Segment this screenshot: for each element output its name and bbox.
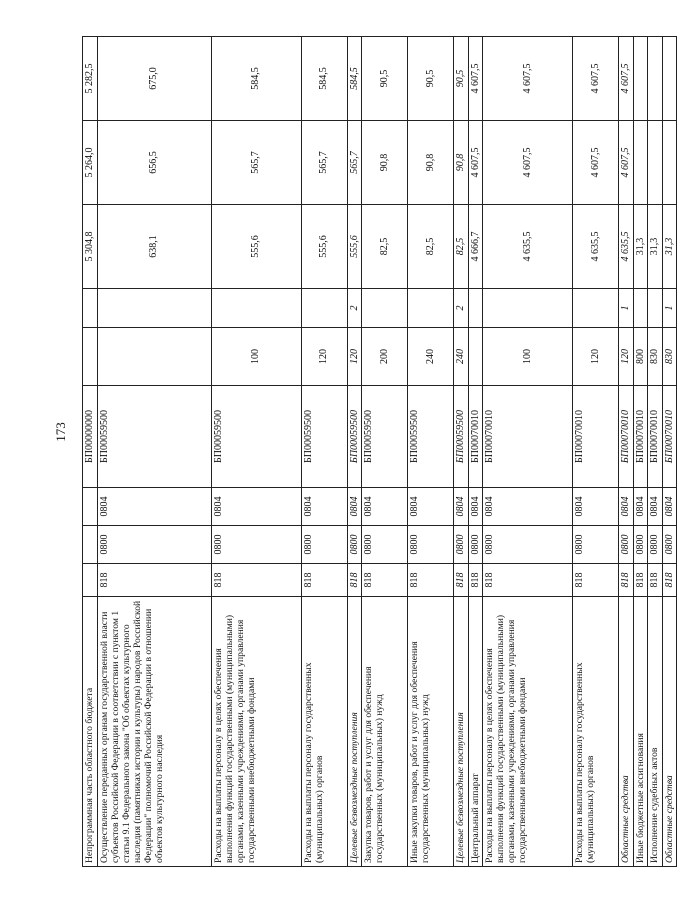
cell-funding-code: 1 bbox=[662, 289, 677, 328]
row-name: Центральный аппарат bbox=[468, 597, 483, 867]
cell-expense-type bbox=[97, 328, 211, 386]
cell-subsection: 0804 bbox=[454, 488, 469, 526]
cell-subsection: 0804 bbox=[483, 488, 573, 526]
cell-target-article: БП00059500 bbox=[97, 386, 211, 488]
cell-amount-year2: 4 607,5 bbox=[619, 121, 634, 205]
cell-amount-year3: 90,5 bbox=[454, 37, 469, 121]
cell-expense-type: 100 bbox=[211, 328, 301, 386]
table-row bbox=[362, 37, 408, 867]
table-row bbox=[454, 37, 469, 867]
row-name: Непрограммная часть областного бюджета bbox=[83, 597, 98, 867]
cell-target-article: БП00000000 bbox=[83, 386, 98, 488]
cell-amount-year3: 675,0 bbox=[97, 37, 211, 121]
row-name: Расходы на выплаты персоналу государственных (муниципальных) органов bbox=[573, 597, 619, 867]
cell-expense-type: 120 bbox=[619, 328, 634, 386]
cell-section: 0800 bbox=[211, 526, 301, 564]
table-row bbox=[483, 37, 573, 867]
cell-amount-year3 bbox=[662, 37, 677, 121]
cell-subsection: 0804 bbox=[619, 488, 634, 526]
table-body bbox=[83, 37, 677, 867]
cell-amount-year3: 584,5 bbox=[347, 37, 362, 121]
cell-amount-year1: 4 635,5 bbox=[619, 205, 634, 289]
table-row bbox=[633, 37, 648, 867]
cell-expense-type: 200 bbox=[362, 328, 408, 386]
cell-subsection bbox=[83, 488, 98, 526]
cell-grbs bbox=[83, 564, 98, 597]
cell-amount-year2 bbox=[662, 121, 677, 205]
table-row bbox=[648, 37, 663, 867]
cell-grbs: 818 bbox=[97, 564, 211, 597]
cell-amount-year1: 31,3 bbox=[662, 205, 677, 289]
table-row bbox=[83, 37, 98, 867]
cell-section: 0800 bbox=[573, 526, 619, 564]
cell-funding-code bbox=[483, 289, 573, 328]
cell-amount-year3: 4 607,5 bbox=[483, 37, 573, 121]
cell-section: 0800 bbox=[483, 526, 573, 564]
cell-funding-code bbox=[573, 289, 619, 328]
cell-amount-year2: 565,7 bbox=[211, 121, 301, 205]
row-name: Исполнение судебных актов bbox=[648, 597, 663, 867]
cell-amount-year2: 5 264,0 bbox=[83, 121, 98, 205]
row-name: Областные средства bbox=[619, 597, 634, 867]
cell-section: 0800 bbox=[97, 526, 211, 564]
cell-grbs: 818 bbox=[633, 564, 648, 597]
cell-amount-year3: 5 282,5 bbox=[83, 37, 98, 121]
table-row bbox=[662, 37, 677, 867]
cell-target-article: БП00059500 bbox=[454, 386, 469, 488]
cell-funding-code bbox=[301, 289, 347, 328]
cell-amount-year3: 4 607,5 bbox=[573, 37, 619, 121]
cell-expense-type: 830 bbox=[662, 328, 677, 386]
cell-amount-year3: 584,5 bbox=[211, 37, 301, 121]
cell-section: 0800 bbox=[619, 526, 634, 564]
cell-amount-year1: 31,3 bbox=[633, 205, 648, 289]
cell-amount-year3: 4 607,5 bbox=[468, 37, 483, 121]
cell-target-article: БП00059500 bbox=[347, 386, 362, 488]
cell-funding-code: 1 bbox=[619, 289, 634, 328]
cell-grbs: 818 bbox=[211, 564, 301, 597]
cell-target-article: БП00059500 bbox=[211, 386, 301, 488]
cell-amount-year2: 565,7 bbox=[347, 121, 362, 205]
cell-target-article: БП00059500 bbox=[408, 386, 454, 488]
cell-grbs: 818 bbox=[454, 564, 469, 597]
cell-section: 0800 bbox=[408, 526, 454, 564]
cell-funding-code bbox=[211, 289, 301, 328]
cell-target-article: БП00059500 bbox=[362, 386, 408, 488]
cell-grbs: 818 bbox=[301, 564, 347, 597]
cell-target-article: БП00070010 bbox=[633, 386, 648, 488]
cell-amount-year3: 4 607,5 bbox=[619, 37, 634, 121]
cell-subsection: 0804 bbox=[633, 488, 648, 526]
cell-amount-year1: 555,6 bbox=[347, 205, 362, 289]
cell-amount-year1: 4 666,7 bbox=[468, 205, 483, 289]
cell-amount-year2: 4 607,5 bbox=[468, 121, 483, 205]
table-row bbox=[347, 37, 362, 867]
cell-amount-year2: 90,8 bbox=[362, 121, 408, 205]
cell-amount-year2: 4 607,5 bbox=[483, 121, 573, 205]
cell-target-article: БП00070010 bbox=[573, 386, 619, 488]
cell-section: 0800 bbox=[648, 526, 663, 564]
cell-target-article: БП00070010 bbox=[648, 386, 663, 488]
cell-subsection: 0804 bbox=[408, 488, 454, 526]
cell-expense-type bbox=[83, 328, 98, 386]
table-row bbox=[211, 37, 301, 867]
cell-amount-year2: 90,8 bbox=[454, 121, 469, 205]
cell-expense-type: 800 bbox=[633, 328, 648, 386]
table-row bbox=[97, 37, 211, 867]
cell-funding-code bbox=[648, 289, 663, 328]
cell-amount-year3: 90,5 bbox=[362, 37, 408, 121]
cell-section: 0800 bbox=[633, 526, 648, 564]
cell-section: 0800 bbox=[347, 526, 362, 564]
cell-subsection: 0804 bbox=[301, 488, 347, 526]
cell-section: 0800 bbox=[362, 526, 408, 564]
cell-amount-year2 bbox=[633, 121, 648, 205]
cell-grbs: 818 bbox=[362, 564, 408, 597]
cell-subsection: 0804 bbox=[211, 488, 301, 526]
cell-amount-year1: 82,5 bbox=[454, 205, 469, 289]
cell-grbs: 818 bbox=[573, 564, 619, 597]
cell-amount-year1: 4 635,5 bbox=[483, 205, 573, 289]
cell-amount-year1: 638,1 bbox=[97, 205, 211, 289]
cell-target-article: БП00059500 bbox=[301, 386, 347, 488]
cell-amount-year1: 555,6 bbox=[301, 205, 347, 289]
budget-table bbox=[82, 36, 677, 867]
table-row bbox=[573, 37, 619, 867]
cell-amount-year3 bbox=[648, 37, 663, 121]
cell-expense-type: 120 bbox=[573, 328, 619, 386]
row-name: Иные бюджетные ассигнования bbox=[633, 597, 648, 867]
cell-amount-year2: 90,8 bbox=[408, 121, 454, 205]
cell-funding-code: 2 bbox=[347, 289, 362, 328]
cell-grbs: 818 bbox=[468, 564, 483, 597]
table-row bbox=[301, 37, 347, 867]
cell-grbs: 818 bbox=[408, 564, 454, 597]
cell-section: 0800 bbox=[301, 526, 347, 564]
cell-expense-type: 830 bbox=[648, 328, 663, 386]
cell-amount-year1: 31,3 bbox=[648, 205, 663, 289]
cell-amount-year2: 565,7 bbox=[301, 121, 347, 205]
cell-subsection: 0804 bbox=[468, 488, 483, 526]
cell-subsection: 0804 bbox=[648, 488, 663, 526]
cell-amount-year1: 4 635,5 bbox=[573, 205, 619, 289]
row-name: Закупка товаров, работ и услуг для обеспечения государственных (муниципальных) нужд bbox=[362, 597, 408, 867]
cell-funding-code bbox=[468, 289, 483, 328]
cell-grbs: 818 bbox=[662, 564, 677, 597]
cell-expense-type: 100 bbox=[483, 328, 573, 386]
cell-subsection: 0804 bbox=[573, 488, 619, 526]
cell-funding-code bbox=[83, 289, 98, 328]
cell-expense-type: 240 bbox=[408, 328, 454, 386]
cell-expense-type: 120 bbox=[347, 328, 362, 386]
row-name: Осуществление переданных органам государственной власти субъектов Российской Федерации в соответствии с пунктом 1 статьи 9.1 Федерального закона "Об объектах культурного наследия (памятниках истории и культуры) народов Российской Федерации" полномочий Российской Федерации в отношении объектов культурного наследия bbox=[97, 597, 211, 867]
cell-amount-year1: 555,6 bbox=[211, 205, 301, 289]
cell-amount-year1: 5 304,8 bbox=[83, 205, 98, 289]
table-row bbox=[619, 37, 634, 867]
cell-target-article: БП00070010 bbox=[468, 386, 483, 488]
cell-section: 0800 bbox=[468, 526, 483, 564]
cell-amount-year1: 82,5 bbox=[408, 205, 454, 289]
page-number: 173 bbox=[53, 422, 68, 442]
cell-section bbox=[83, 526, 98, 564]
cell-funding-code: 2 bbox=[454, 289, 469, 328]
cell-expense-type: 120 bbox=[301, 328, 347, 386]
cell-target-article: БП00070010 bbox=[619, 386, 634, 488]
cell-funding-code bbox=[408, 289, 454, 328]
cell-target-article: БП00070010 bbox=[662, 386, 677, 488]
cell-funding-code bbox=[97, 289, 211, 328]
row-name: Областные средства bbox=[662, 597, 677, 867]
table-row bbox=[408, 37, 454, 867]
row-name: Расходы на выплаты персоналу в целях обеспечения выполнения функций государственными (муниципальными) органами, казенными учреждениями, органами управления государственными внебюджетными фондами bbox=[483, 597, 573, 867]
cell-expense-type bbox=[468, 328, 483, 386]
cell-amount-year3: 584,5 bbox=[301, 37, 347, 121]
cell-section: 0800 bbox=[662, 526, 677, 564]
cell-amount-year3 bbox=[633, 37, 648, 121]
table-row bbox=[468, 37, 483, 867]
row-name: Расходы на выплаты персоналу государственных (муниципальных) органов bbox=[301, 597, 347, 867]
row-name: Расходы на выплаты персоналу в целях обеспечения выполнения функций государственными (муниципальными) органами, казенными учреждениями, органами управления государственными внебюджетными фондами bbox=[211, 597, 301, 867]
row-name: Целевые безвозмездные поступления bbox=[347, 597, 362, 867]
rotated-table-container bbox=[82, 37, 675, 867]
cell-grbs: 818 bbox=[648, 564, 663, 597]
row-name: Целевые безвозмездные поступления bbox=[454, 597, 469, 867]
cell-subsection: 0804 bbox=[97, 488, 211, 526]
cell-amount-year3: 90,5 bbox=[408, 37, 454, 121]
cell-subsection: 0804 bbox=[347, 488, 362, 526]
cell-subsection: 0804 bbox=[662, 488, 677, 526]
cell-amount-year2: 656,5 bbox=[97, 121, 211, 205]
cell-grbs: 818 bbox=[483, 564, 573, 597]
cell-section: 0800 bbox=[454, 526, 469, 564]
row-name: Иные закупки товаров, работ и услуг для обеспечения государственных (муниципальных) нужд bbox=[408, 597, 454, 867]
cell-amount-year2: 4 607,5 bbox=[573, 121, 619, 205]
cell-amount-year1: 82,5 bbox=[362, 205, 408, 289]
cell-funding-code bbox=[362, 289, 408, 328]
cell-target-article: БП00070010 bbox=[483, 386, 573, 488]
cell-grbs: 818 bbox=[347, 564, 362, 597]
cell-grbs: 818 bbox=[619, 564, 634, 597]
cell-expense-type: 240 bbox=[454, 328, 469, 386]
cell-funding-code bbox=[633, 289, 648, 328]
cell-subsection: 0804 bbox=[362, 488, 408, 526]
cell-amount-year2 bbox=[648, 121, 663, 205]
